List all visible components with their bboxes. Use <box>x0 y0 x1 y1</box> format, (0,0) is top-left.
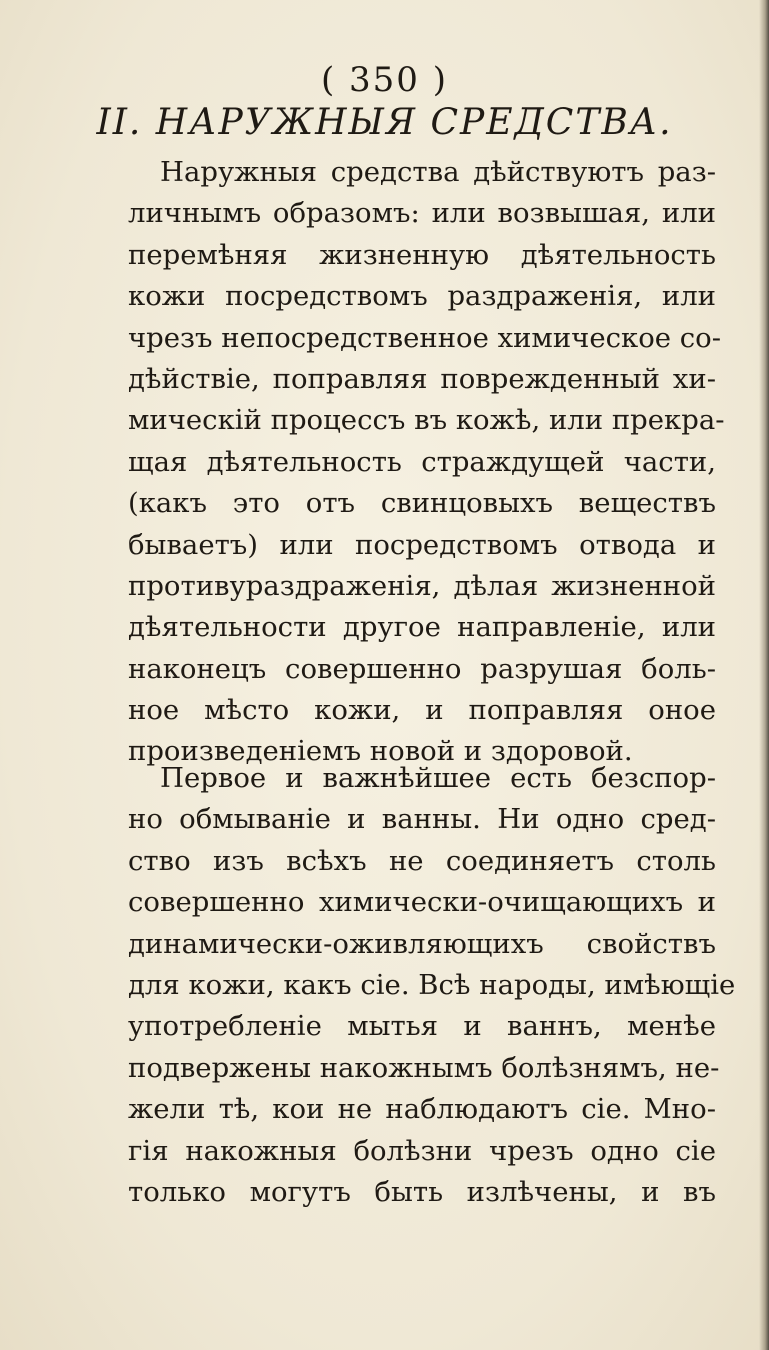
text-line: дѣятельности другое направленіе, или <box>128 611 716 644</box>
section-heading: II. НАРУЖНЫЯ СРЕДСТВА. <box>96 102 673 143</box>
text-line: ное мѣсто кожи, и поправляя оное <box>128 694 716 727</box>
text-line: мическій процессъ въ кожѣ, или прекра- <box>128 404 725 437</box>
page-number: ( 350 ) <box>320 60 449 100</box>
text-line: для кожи, какъ сіе. Всѣ народы, имѣющіе <box>128 968 736 1001</box>
text-line: щая дѣятельность страждущей части, <box>128 445 716 478</box>
text-line: противураздраженія, дѣлая жизненной <box>128 569 716 602</box>
text-line: только могутъ быть излѣчены, и въ <box>128 1175 716 1208</box>
text-line: Первое и важнѣйшее есть безспор- <box>160 762 716 794</box>
page-edge-shadow <box>759 0 769 1350</box>
text-line: подвержены накожнымъ болѣзнямъ, не- <box>128 1051 720 1084</box>
text-line: чрезъ непосредственное химическое со- <box>128 321 722 354</box>
text-line: динамически-оживляющихъ свойствъ <box>128 927 716 960</box>
text-line: жели тѣ, кои не наблюдаютъ сіе. Мно- <box>128 1093 716 1126</box>
text-line: перемѣняя жизненную дѣятельность <box>128 238 716 271</box>
text-line: бываетъ) или посредствомъ отвода и <box>128 528 716 561</box>
text-line: дѣйствіе, поправляя поврежденный хи- <box>128 362 716 395</box>
paragraph-2 <box>128 758 736 1213</box>
text-line: гія накожныя болѣзни чрезъ одно сіе <box>128 1134 716 1167</box>
text-line: произведеніемъ новой и здоровой. <box>128 735 633 768</box>
text-line: совершенно химически-очищающихъ и <box>128 886 716 919</box>
text-line: наконецъ совершенно разрушая боль- <box>128 652 716 685</box>
paragraph-1 <box>128 152 725 773</box>
text-line: Наружныя средства дѣйствуютъ раз- <box>160 156 716 188</box>
text-line: но обмываніе и ванны. Ни одно сред- <box>128 803 716 836</box>
text-line: ство изъ всѣхъ не соединяетъ столь <box>128 844 716 877</box>
text-line: (какъ это отъ свинцовыхъ веществъ <box>128 487 716 520</box>
text-line: кожи посредствомъ раздраженія, или <box>128 280 716 313</box>
text-line: употребленіе мытья и ваннъ, менѣе <box>128 1010 716 1043</box>
text-line: личнымъ образомъ: или возвышая, или <box>128 197 716 230</box>
